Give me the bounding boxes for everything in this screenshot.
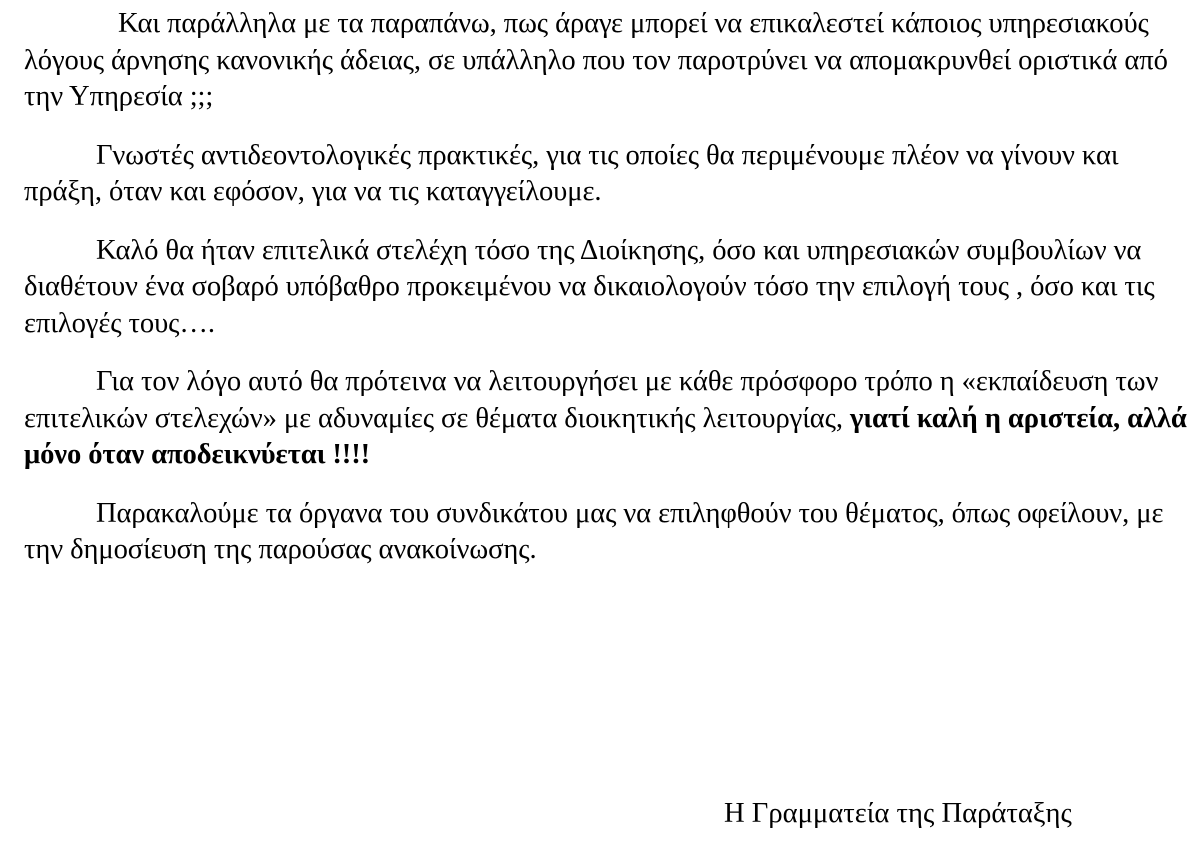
document-body (24, 6, 1189, 591)
paragraph-3 (24, 233, 1189, 343)
paragraph-2 (24, 138, 1189, 211)
paragraph-1 (24, 6, 1189, 116)
paragraph-2-text: Γνωστές αντιδεοντολογικές πρακτικές, για τις οποίες θα περιμένουμε πλέον να γίνουν και πράξη, όταν και εφόσον, για να τις καταγγείλουμε. (24, 139, 1119, 207)
paragraph-3-text: Καλό θα ήταν επιτελικά στελέχη τόσο της Διοίκησης, όσο και υπηρεσιακών συμβουλίων να διαθέτουν ένα σοβαρό υπόβαθρο προκειμένου να δικαιολογούν τόσο την επιλογή τους , όσο και τις επιλογές τους…. (24, 234, 1155, 339)
paragraph-5 (24, 496, 1189, 569)
paragraph-1-text: Και παράλληλα με τα παραπάνω, πως άραγε μπορεί να επικαλεστεί κάποιος υπηρεσιακούς λόγους άρνησης κανονικής άδειας, σε υπάλληλο που τον παροτρύνει να απομακρυνθεί οριστικά από την Υπηρεσία ;;; (24, 8, 1168, 112)
paragraph-4-text: Για τον λόγο αυτό θα πρότεινα να λειτουργήσει με κάθε πρόσφορο τρόπο η «εκπαίδευση των επιτελικών στελεχών» με αδυναμίες σε θέματα διοικητικής λειτουργίας, (24, 366, 1159, 434)
paragraph-5-text: Παρακαλούμε τα όργανα του συνδικάτου μας να επιληφθούν του θέματος, όπως οφείλουν, με την δημοσίευση της παρούσας ανακοίνωσης. (24, 497, 1164, 565)
signature: Η Γραμματεία της Παράταξης (724, 798, 1072, 829)
paragraph-4 (24, 364, 1189, 474)
paragraph-4-bold-text: γιατί καλή η αριστεία, αλλά μόνο όταν αποδεικνύεται !!!! (24, 402, 1187, 470)
